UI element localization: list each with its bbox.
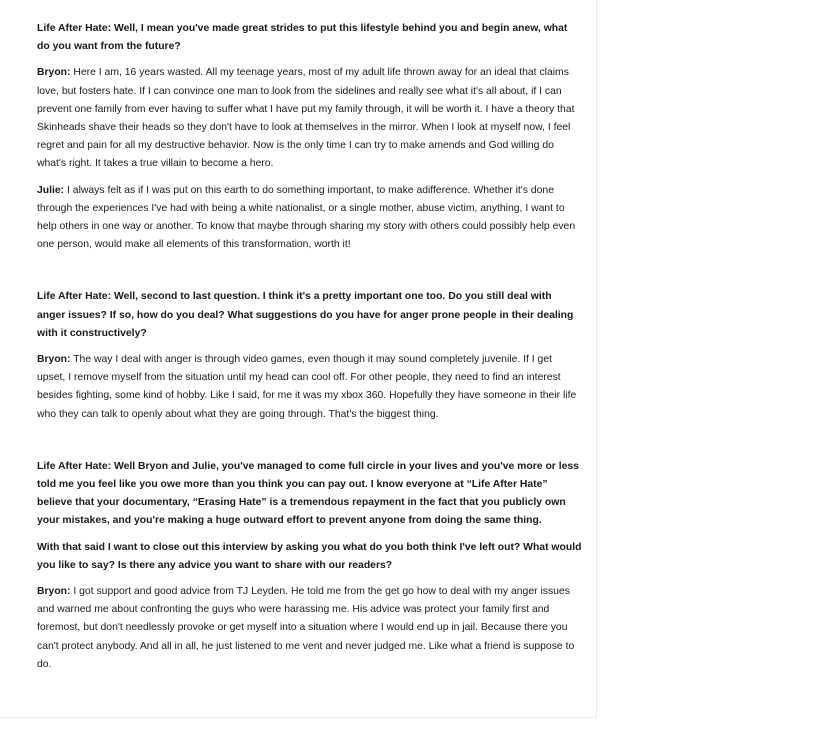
speaker-label: Julie: (37, 184, 65, 196)
speaker-label: Life After Hate: (37, 291, 112, 303)
question-text: With that said I want to close out this interview by asking you what do you both think I've left out? What would you like to say? Is there any advice you want to share with our readers? (37, 541, 582, 571)
section-spacer (37, 262, 582, 288)
speaker-label: Bryon: (37, 67, 71, 79)
answer-paragraph (37, 64, 582, 173)
speaker-label: Life After Hate: (37, 23, 112, 34)
interview-content (37, 20, 582, 682)
interviewer-question (37, 288, 582, 343)
section-spacer (37, 432, 582, 458)
answer-text: The way I deal with anger is through video games, even though it may sound completely juvenile. If I get upset, I remove myself from the situation until my head can cool off. For other people, they need to find an interest besides fighting, some kind of hobby. Like I said, for me it was my xbox 360. Hopefully they have someone in their life who they can talk to openly about what they are going through. That's the biggest thing. (37, 354, 577, 420)
speaker-label: Bryon: (37, 354, 71, 366)
answer-text: I got support and good advice from TJ Leyden. He told me from the get go how to deal with my anger issues and warned me about confronting the guys who were harassing me. His advice was protect your family first and foremost, but don't needlessly provoke or get myself into a situation where I would end up in jail. Because there you can't protect anybody. And all in all, he just listened to me vent and never judged me. Like what a friend is suppose to do. (37, 586, 575, 670)
interviewer-question-continued (37, 539, 582, 575)
answer-paragraph (37, 583, 582, 674)
answer-paragraph (37, 351, 582, 424)
interviewer-question (37, 458, 582, 531)
answer-paragraph (37, 182, 582, 255)
speaker-label: Life After Hate: (37, 460, 112, 472)
question-text: Well, I mean you've made great strides to put this lifestyle behind you and begin anew, what do you want from the future? (37, 23, 568, 53)
question-text: Well, second to last question. I think it's a pretty important one too. Do you still deal with anger issues? If so, how do you deal? What suggestions do you have for anger prone people in their dealing with it constructively? (37, 291, 574, 339)
speaker-label: Bryon: (37, 586, 71, 598)
answer-text: I always felt as if I was put on this earth to do something important, to make adifference. Whether it's done through the experiences I've had with being a white nationalist, or a single mother, abuse victim, anything, I want to help others in one way or another. To know that maybe through sharing my story with others could possibly help even one person, would make all elements of this transformation, worth it! (37, 184, 576, 251)
question-text: Well Bryon and Julie, you've managed to come full circle in your lives and you've more or less told me you feel like you owe more than you think you can pay out. I know everyone at “Life After Hate” believe that your documentary, “Erasing Hate” is a tremendous repayment in the fact that you publicly own your mistakes, and you're making a huge outward effort to prevent anyone from doing the same thing. (37, 460, 579, 527)
interviewer-question (37, 20, 582, 56)
answer-text: Here I am, 16 years wasted. All my teenage years, most of my adult life thrown away for an ideal that claims love, but fosters hate. If I can convince one man to look from the sidelines and really see what it's all about, if I can prevent one family from ever having to suffer what I have put my family through, it will be worth it. I have a theory that Skinheads shave their heads so they don't have to look at themselves in the mirror. When I look at myself now, I feel regret and pain for all my destructive behavior. Now is the only time I can try to make amends and God willing do what's right. It takes a true villain to become a hero. (37, 67, 575, 170)
